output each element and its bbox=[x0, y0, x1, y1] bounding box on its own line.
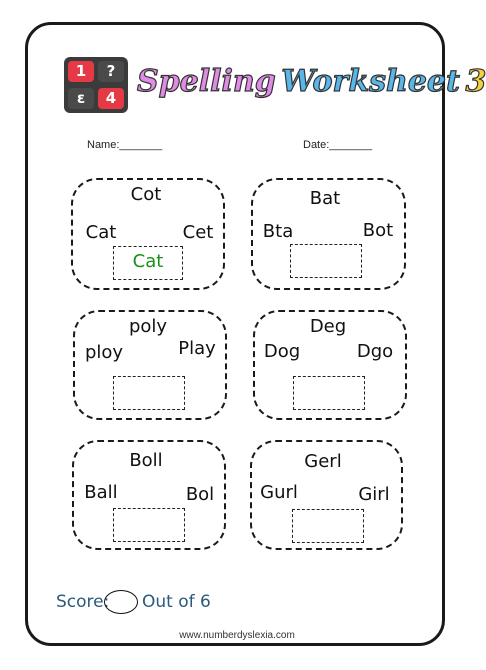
word-box-1-right: Cet bbox=[182, 222, 214, 243]
score-label: Score: bbox=[56, 592, 110, 612]
answer-box-6[interactable] bbox=[292, 509, 364, 543]
word-box-2-right: Bot bbox=[362, 220, 394, 241]
title-number: 3 bbox=[465, 64, 486, 99]
page-title bbox=[137, 58, 486, 106]
answer-box-3[interactable] bbox=[113, 376, 185, 410]
name-field[interactable]: Name:_______ bbox=[87, 139, 163, 151]
word-box-3-top: poly bbox=[128, 316, 168, 337]
word-box-5-right: Bol bbox=[185, 484, 215, 505]
logo-tile-3: ɛ bbox=[68, 88, 94, 109]
title-word-spelling: Spelling bbox=[137, 64, 276, 99]
title-word-worksheet: Worksheet bbox=[281, 64, 460, 99]
logo-tile-1: 1 bbox=[68, 61, 94, 82]
date-field[interactable]: Date:_______ bbox=[303, 139, 373, 151]
word-box-1-left: Cat bbox=[85, 222, 117, 243]
word-box-2-left: Bta bbox=[262, 221, 294, 242]
logo-tile-4: 4 bbox=[98, 88, 124, 109]
word-box-4-right: Dgo bbox=[356, 341, 394, 362]
word-box-6-top: Gerl bbox=[304, 451, 342, 472]
word-box-3-right: Play bbox=[178, 338, 216, 359]
answer-box-2[interactable] bbox=[290, 244, 362, 278]
word-box-3-left: ploy bbox=[84, 342, 124, 363]
word-box-6-right: Girl bbox=[358, 484, 390, 505]
word-box-5-left: Ball bbox=[84, 482, 118, 503]
logo-tile-2: ? bbox=[98, 61, 124, 82]
score-out-of: Out of 6 bbox=[142, 592, 211, 612]
word-box-6-left: Gurl bbox=[260, 482, 298, 503]
answer-box-5[interactable] bbox=[113, 508, 185, 542]
logo-icon bbox=[64, 57, 128, 113]
word-box-4-left: Dog bbox=[263, 341, 301, 362]
word-box-4-top: Deg bbox=[309, 316, 347, 337]
answer-box-4[interactable] bbox=[293, 376, 365, 410]
word-box-1-top: Cot bbox=[130, 184, 162, 205]
footer-url: www.numberdyslexia.com bbox=[179, 630, 295, 641]
word-box-5-top: Boll bbox=[129, 450, 163, 471]
word-box-2-top: Bat bbox=[309, 188, 341, 209]
score-input-oval[interactable] bbox=[104, 590, 138, 614]
answer-box-1[interactable]: Cat bbox=[113, 246, 183, 280]
